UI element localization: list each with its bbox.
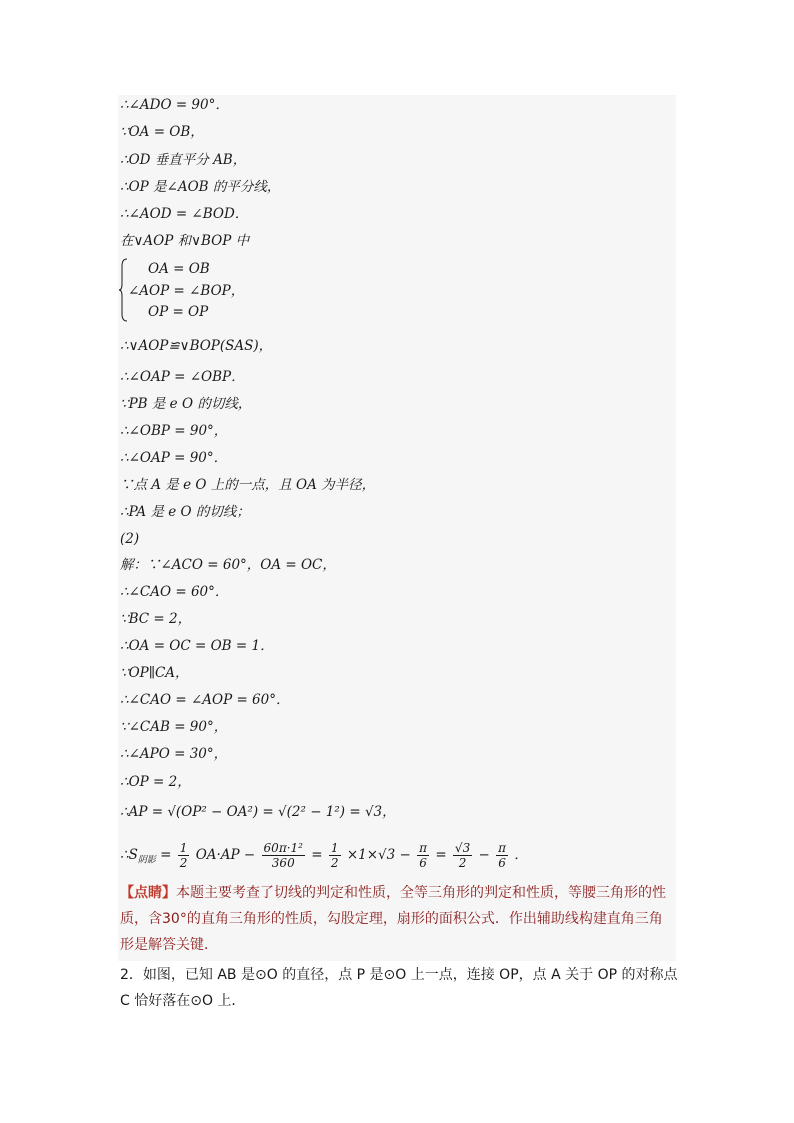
solution-line: ∴∨AOP≌∨BOP(SAS)， bbox=[120, 338, 273, 354]
question-2: 2．如图，已知 AB 是⊙O 的直径，点 P 是⊙O 上一点，连接 OP，点 A 关于 OP 的对称点 C 恰好落在⊙O 上． bbox=[120, 967, 678, 1009]
area-prefix: ∴S bbox=[120, 847, 138, 863]
solution-line: ∵PB 是 e O 的切线， bbox=[120, 396, 252, 412]
ap-formula: ∴AP = √(OP² − OA²) = √(2² − 1²) = √3， bbox=[120, 804, 396, 820]
solution-panel bbox=[118, 95, 676, 961]
area-subscript: 阴影 bbox=[137, 855, 156, 866]
area-mid-2: ×1×√3 − bbox=[346, 847, 411, 863]
minus-sign: − bbox=[478, 847, 490, 863]
solution-line: ∴OP 是∠AOB 的平分线， bbox=[120, 179, 281, 195]
area-mid-1: OA·AP − bbox=[195, 847, 256, 863]
frac-den: 2 bbox=[458, 856, 467, 870]
area-end: ． bbox=[514, 847, 528, 863]
frac-num: π bbox=[419, 841, 428, 855]
equals-2: = bbox=[311, 847, 323, 863]
frac-den: 2 bbox=[330, 856, 339, 870]
solution-line: (2) bbox=[120, 531, 140, 547]
solution-line: ∴PA 是 e O 的切线； bbox=[120, 504, 250, 520]
solution-line: ∵BC = 2， bbox=[120, 611, 192, 627]
frac-den: 6 bbox=[498, 856, 506, 870]
solution-line: ∴OD 垂直平分 AB， bbox=[120, 152, 247, 168]
system-eq-3: OP = OP bbox=[148, 304, 209, 320]
solution-line: ∵OA = OB， bbox=[120, 124, 204, 140]
system-eq-1: OA = OB bbox=[148, 261, 210, 277]
frac-num: 60π·1² bbox=[263, 841, 303, 855]
solution-line: ∴∠OBP = 90°， bbox=[120, 423, 228, 439]
area-formula bbox=[120, 840, 528, 876]
equals-3: = bbox=[435, 847, 447, 863]
solution-line: ∵∠CAB = 90°， bbox=[120, 719, 228, 735]
solution-line: ∵点 A 是 e O 上的一点，且 OA 为半径， bbox=[120, 477, 376, 493]
solution-line: ∴∠CAO = ∠AOP = 60°． bbox=[120, 692, 290, 708]
equals-1: = bbox=[160, 847, 172, 863]
frac-half-2 bbox=[329, 841, 341, 870]
frac-sector bbox=[262, 841, 305, 870]
solution-line: ∵OP∥CA， bbox=[120, 665, 189, 681]
frac-pi-6-2 bbox=[496, 841, 508, 870]
solution-line: ∴∠OAP = 90°． bbox=[120, 450, 228, 466]
frac-sqrt3-2 bbox=[453, 841, 472, 870]
solution-line: ∴∠OAP = ∠OBP． bbox=[120, 369, 245, 385]
solution-line: ∴∠APO = 30°， bbox=[120, 746, 228, 762]
frac-den: 6 bbox=[419, 856, 427, 870]
frac-num: 1 bbox=[179, 841, 188, 855]
frac-num: 1 bbox=[330, 841, 339, 855]
frac-den: 360 bbox=[271, 856, 295, 870]
solution-line: 解：∵∠ACO = 60°，OA = OC， bbox=[120, 557, 336, 573]
key-point-note bbox=[120, 880, 676, 958]
key-point-tag: 【点睛】 bbox=[120, 885, 176, 901]
frac-pi-6-1 bbox=[417, 841, 429, 870]
solution-line: ∴∠CAO = 60°． bbox=[120, 584, 229, 600]
solution-line: ∴OP = 2， bbox=[120, 774, 191, 790]
solution-line: ∴∠AOD = ∠BOD． bbox=[120, 206, 249, 222]
solution-line: ∴OA = OC = OB = 1． bbox=[120, 638, 274, 654]
system-eq-2: ∠AOP = ∠BOP， bbox=[128, 283, 245, 299]
frac-den: 2 bbox=[179, 856, 188, 870]
solution-line: ∴∠ADO = 90°． bbox=[120, 97, 229, 113]
system-brace bbox=[118, 258, 128, 322]
frac-half-1 bbox=[178, 841, 190, 870]
key-point-text: 本题主要考查了切线的判定和性质，全等三角形的判定和性质，等腰三角形的性质，含30°的直角三角形的性质，勾股定理，扇形的面积公式．作出辅助线构建直角三角形是解答关键． bbox=[120, 885, 666, 953]
solution-line: 在∨AOP 和∨BOP 中 bbox=[120, 233, 250, 249]
frac-num: √3 bbox=[454, 841, 471, 855]
frac-num: π bbox=[498, 841, 506, 855]
